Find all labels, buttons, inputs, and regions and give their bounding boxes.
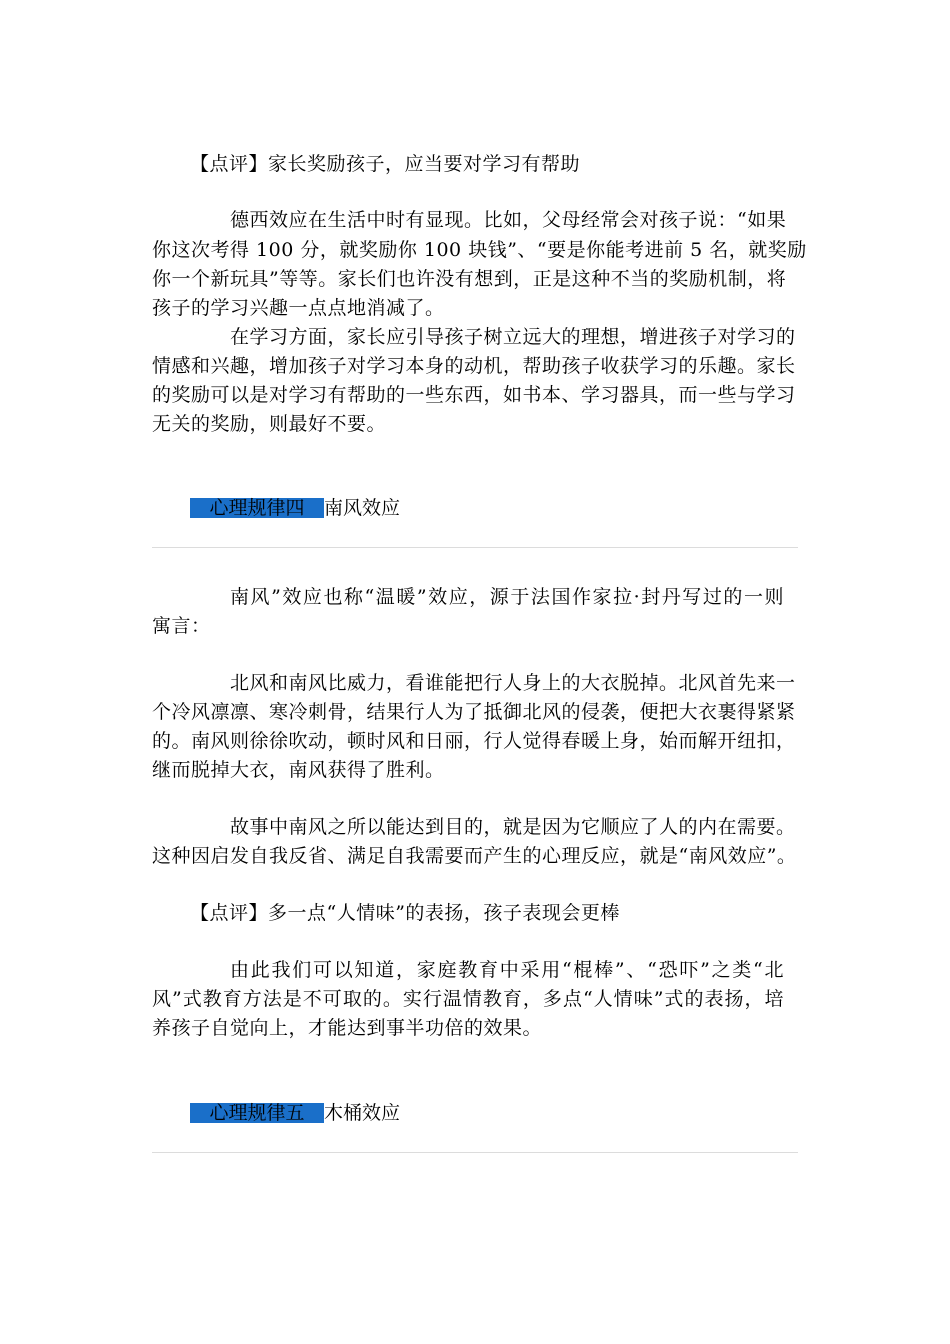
section-heading-5 xyxy=(190,1103,400,1123)
paragraph-line: 继而脱掉大衣，南风获得了胜利。 xyxy=(152,759,445,781)
paragraph-line: 无关的奖励，则最好不要。 xyxy=(152,413,387,435)
paragraph-line: 德西效应在生活中时有显现。比如，父母经常会对孩子说：“如果 xyxy=(230,209,787,231)
paragraph-line: 寓言： xyxy=(152,615,211,637)
paragraph-line: 南风”效应也称“温暖”效应，源于法国作家拉·封丹写过的一则 xyxy=(230,586,784,608)
paragraph-line: 风”式教育方法是不可取的。实行温情教育，多点“人情味”式的表扬，培 xyxy=(152,988,784,1010)
paragraph-line: 的奖励可以是对学习有帮助的一些东西，如书本、学习器具，而一些与学习 xyxy=(152,384,796,406)
paragraph-line: 这种因启发自我反省、满足自我需要而产生的心理反应，就是“南风效应”。 xyxy=(152,845,797,867)
comment-title-3: 【点评】家长奖励孩子，应当要对学习有帮助 xyxy=(190,153,581,175)
paragraph-line: 由此我们可以知道，家庭教育中采用“棍棒”、“恐吓”之类“北 xyxy=(230,959,784,981)
paragraph-line: 个冷风凛凛、寒冷刺骨，结果行人为了抵御北风的侵袭，便把大衣裹得紧紧 xyxy=(152,701,796,723)
divider xyxy=(152,547,798,548)
paragraph-line: 你一个新玩具”等等。家长们也许没有想到，正是这种不当的奖励机制，将 xyxy=(152,268,787,290)
paragraph-line: 的。南风则徐徐吹动，顿时风和日丽，行人觉得春暖上身，始而解开纽扣， xyxy=(152,730,796,752)
section-title: 南风效应 xyxy=(324,497,401,519)
section-badge: 心理规律四 xyxy=(190,498,324,518)
paragraph-line: 孩子的学习兴趣一点点地消减了。 xyxy=(152,297,445,319)
paragraph-line: 养孩子自觉向上，才能达到事半功倍的效果。 xyxy=(152,1017,543,1039)
paragraph-line: 故事中南风之所以能达到目的，就是因为它顺应了人的内在需要。 xyxy=(230,816,796,838)
comment-title-4: 【点评】多一点“人情味”的表扬，孩子表现会更棒 xyxy=(190,902,620,924)
section-badge: 心理规律五 xyxy=(190,1103,324,1123)
section-title: 木桶效应 xyxy=(324,1102,401,1124)
divider xyxy=(152,1152,798,1153)
paragraph-line: 在学习方面，家长应引导孩子树立远大的理想，增进孩子对学习的 xyxy=(230,326,796,348)
paragraph-line: 北风和南风比威力，看谁能把行人身上的大衣脱掉。北风首先来一 xyxy=(230,672,796,694)
paragraph-line: 你这次考得 100 分，就奖励你 100 块钱”、“要是你能考进前 5 名，就奖励 xyxy=(152,239,807,261)
paragraph-line: 情感和兴趣，增加孩子对学习本身的动机，帮助孩子收获学习的乐趣。家长 xyxy=(152,355,796,377)
section-heading-4 xyxy=(190,498,400,518)
